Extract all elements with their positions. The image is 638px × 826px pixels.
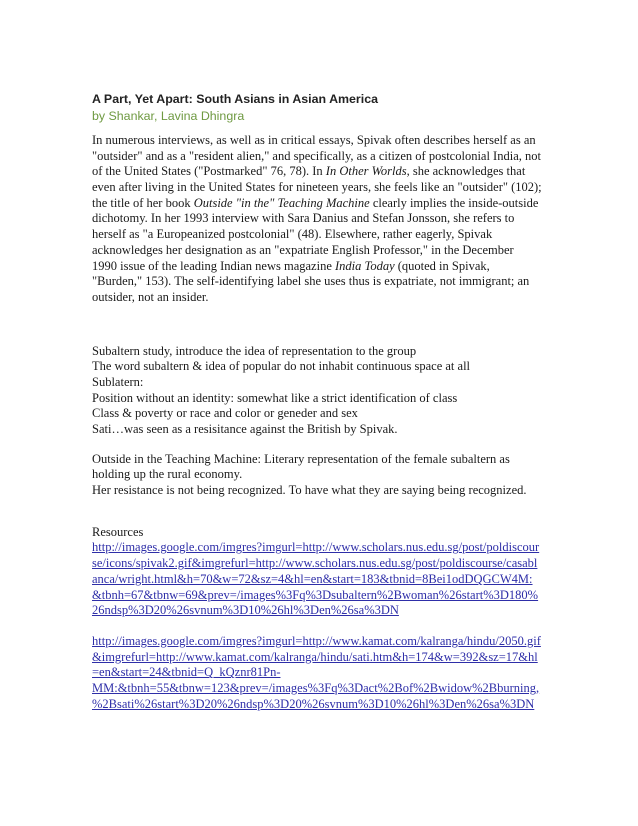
text-line: In numerous interviews, as well as in critical essays, Spivak often describes herself as an <box>92 133 536 147</box>
link-line[interactable]: &imgrefurl=http://www.kamat.com/kalranga/hindu/sati.htm&h=174&w=392&sz=17&hl <box>92 649 538 664</box>
text-line: dichotomy. In her 1993 interview with Sara Danius and Stefan Jonsson, she refers to <box>92 211 515 226</box>
notes-block <box>92 344 548 438</box>
link-line[interactable]: se/icons/spivak2.gif&imgrefurl=http://www.scholars.nus.edu.sg/post/poldiscourse/casabl <box>92 556 538 571</box>
text-line: Class & poverty or race and color or geneder and sex <box>92 406 358 421</box>
resource-link-2[interactable] <box>92 634 548 712</box>
link-line[interactable]: MM:&tbnh=55&tbnw=123&prev=/images%3Fq%3Dact%2Bof%2Bwidow%2Bburning, <box>92 680 540 695</box>
book-title: In Other Worlds <box>325 164 407 179</box>
text-line: 1990 issue of the leading Indian news magazine India Today (quoted in Spivak, <box>92 258 490 273</box>
text-line: herself as "a Europeanized postcolonial" (48). Elsewhere, rather eagerly, Spivak <box>92 227 493 242</box>
text-line: "Burden," 153). The self-identifying label she uses thus is expatriate, not immigrant; an <box>92 274 530 289</box>
text-line: of the United States ("Postmarked" 76, 78). In In Other Worlds, she acknowledges that <box>92 164 526 179</box>
text-line: The word subaltern & idea of popular do not inhabit continuous space at all <box>92 359 471 374</box>
text-line: Sublatern: <box>92 374 144 389</box>
text-line: even after living in the United States for nineteen years, she feels like an "outsider" (102); <box>92 180 542 195</box>
link-line[interactable]: 26ndsp%3D20%26svnum%3D10%26hl%3Den%26sa%3DN <box>92 603 399 618</box>
intro-paragraph <box>92 133 548 306</box>
text-line: acknowledges her designation as an "expatriate English Professor," in the December <box>92 242 514 257</box>
book-title: Outside "in the" Teaching Machine <box>193 195 370 210</box>
text-line: Position without an identity: somewhat like a strict identification of class <box>92 390 458 405</box>
article-byline: by Shankar, Lavina Dhingra <box>92 109 245 123</box>
text-line: Her resistance is not being recognized. To have what they are saying being recognized. <box>92 483 527 498</box>
text-line: Outside in the Teaching Machine: Literary representation of the female subaltern as <box>92 451 510 466</box>
link-line[interactable]: &tbnh=67&tbnw=69&prev=/images%3Fq%3Dsubaltern%2Bwoman%26start%3D180% <box>92 587 539 602</box>
text-line: Sati…was seen as a resisitance against the British by Spivak. <box>92 422 398 436</box>
link-line[interactable]: =en&start=24&tbnid=Q_kQznr81Pn- <box>92 665 281 680</box>
document-page <box>92 92 548 712</box>
link-line[interactable]: http://images.google.com/imgres?imgurl=http://www.scholars.nus.edu.sg/post/poldiscour <box>92 540 540 555</box>
text-line: "outsider" and as a "resident alien," and specifically, as a citizen of postcolonial India, not <box>92 148 541 163</box>
text-line: outsider, not an insider. <box>92 289 209 304</box>
text-line: Subaltern study, introduce the idea of representation to the group <box>92 343 417 358</box>
magazine-title: India Today <box>335 258 395 273</box>
resources-heading: Resources <box>92 524 144 539</box>
link-line[interactable]: anca/wright.html&h=70&w=72&sz=4&hl=en&start=183&tbnid=8Bei1odDQGCW4M: <box>92 571 533 586</box>
link-line[interactable]: %2Bsati%26start%3D20%26ndsp%3D20%26svnum%3D10%26hl%3Den%26sa%3DN <box>92 696 535 711</box>
article-title: A Part, Yet Apart: South Asians in Asian America <box>92 92 378 106</box>
link-line[interactable]: http://images.google.com/imgres?imgurl=http://www.kamat.com/kalranga/hindu/2050.gif <box>92 633 541 648</box>
teaching-machine-note <box>92 452 548 499</box>
text-line: holding up the rural economy. <box>92 467 243 482</box>
text-line: the title of her book Outside "in the" Teaching Machine clearly implies the inside-outside <box>92 195 539 210</box>
resources-section <box>92 525 548 713</box>
resource-link-1[interactable] <box>92 540 548 618</box>
